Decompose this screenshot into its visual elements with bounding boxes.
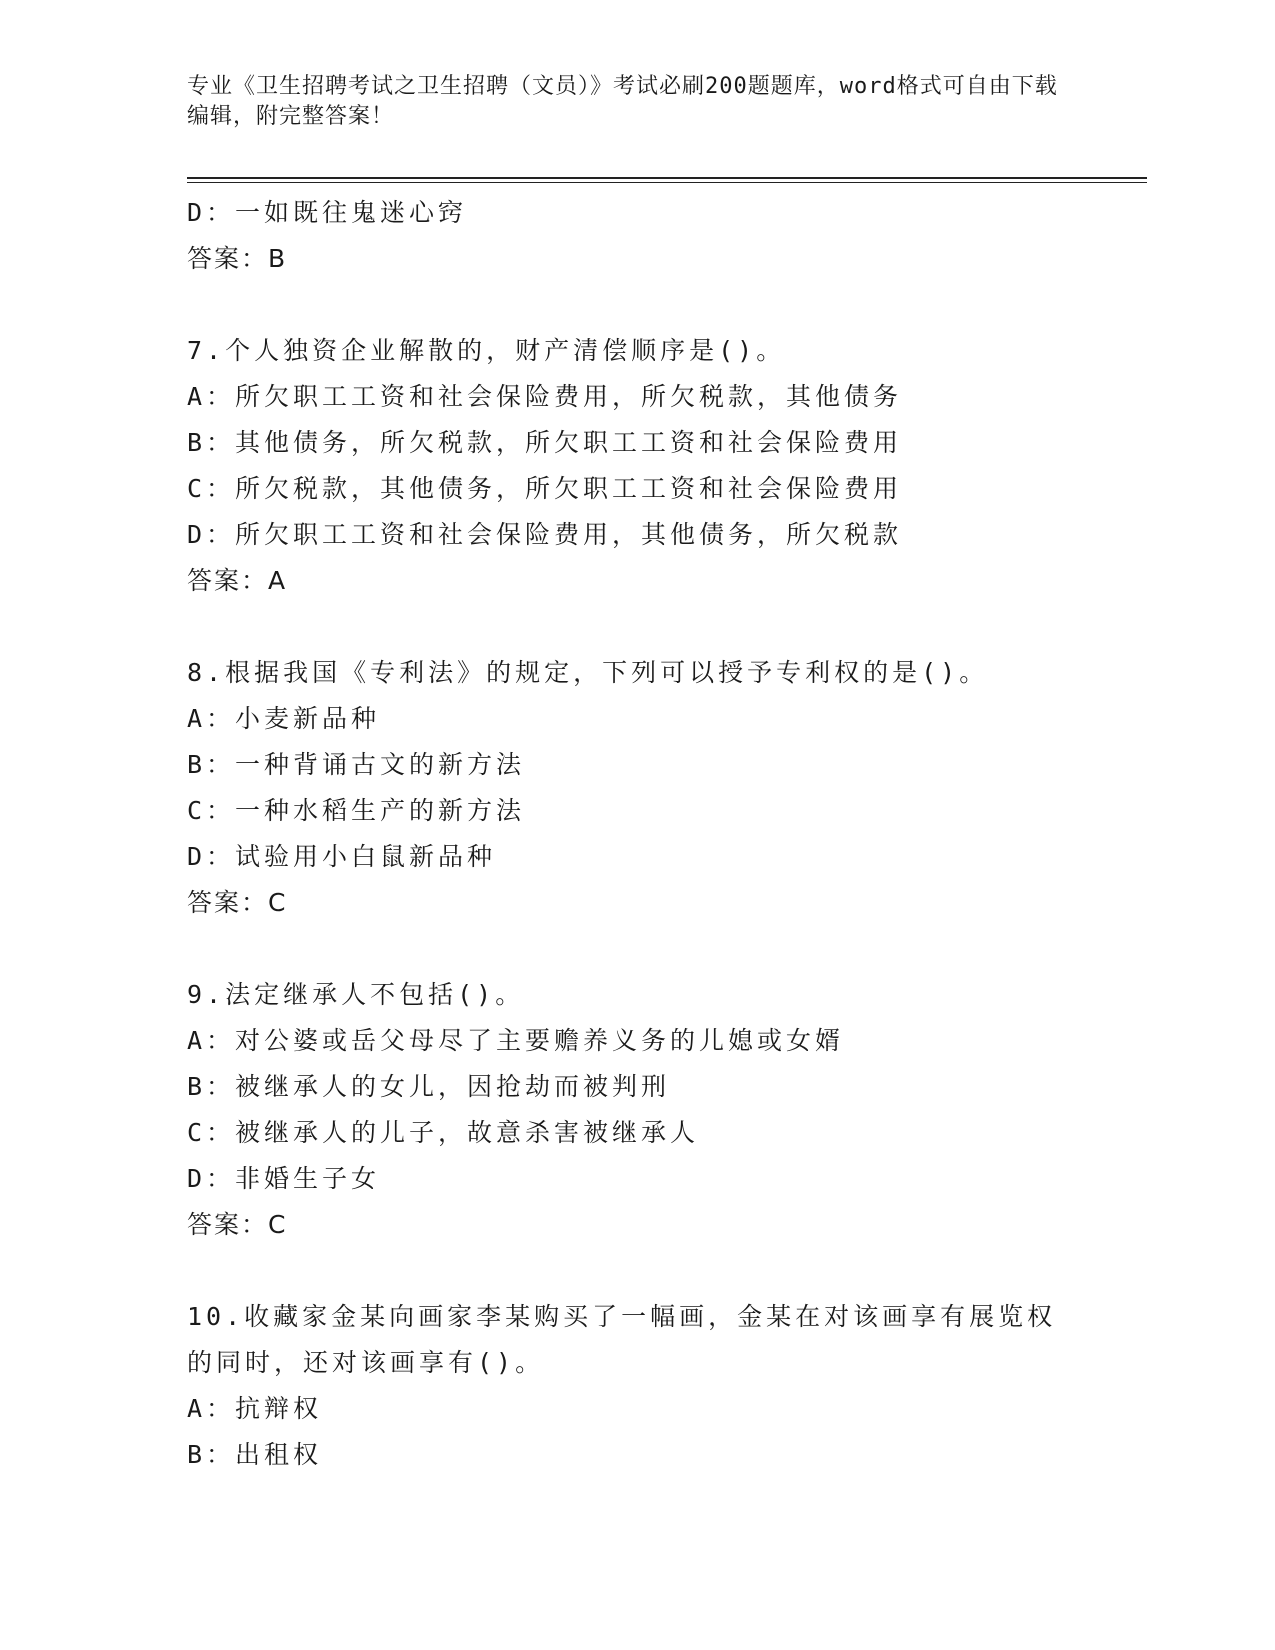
option-b: B：出租权 <box>187 1440 323 1469</box>
option-a: A：小麦新品种 <box>187 704 381 733</box>
option-a: A：对公婆或岳父母尽了主要赡养义务的儿媳或女婿 <box>187 1026 845 1055</box>
header-divider <box>187 177 1147 183</box>
answer-line: 答案：C <box>187 1210 288 1239</box>
question-10 <box>187 1294 1087 1478</box>
question-7 <box>187 328 1087 604</box>
option-a: A：所欠职工工资和社会保险费用，所欠税款，其他债务 <box>187 382 903 411</box>
option-d: D：一如既往鬼迷心窍 <box>187 198 468 227</box>
option-c: C：一种水稻生产的新方法 <box>187 796 526 825</box>
question-stem: 8.根据我国《专利法》的规定，下列可以授予专利权的是()。 <box>187 658 989 687</box>
option-d: D：所欠职工工资和社会保险费用，其他债务，所欠税款 <box>187 520 903 549</box>
option-b: B：一种背诵古文的新方法 <box>187 750 526 779</box>
option-c: C：被继承人的儿子，故意杀害被继承人 <box>187 1118 700 1147</box>
document-header-title: 专业《卫生招聘考试之卫生招聘（文员）》考试必刷200题题库，word格式可自由下载编辑，附完整答案！ <box>187 74 1058 129</box>
option-d: D：非婚生子女 <box>187 1164 381 1193</box>
question-stem: 9.法定继承人不包括()。 <box>187 980 525 1009</box>
carryover-question <box>187 190 1087 282</box>
answer-line: 答案：B <box>187 244 288 273</box>
question-stem: 7.个人独资企业解散的，财产清偿顺序是()。 <box>187 336 786 365</box>
question-9 <box>187 972 1087 1248</box>
answer-line: 答案：C <box>187 888 288 917</box>
question-stem: 10.收藏家金某向画家李某购买了一幅画，金某在对该画享有展览权的同时，还对该画享有()。 <box>187 1302 1057 1377</box>
document-body <box>187 190 1087 1478</box>
answer-line: 答案：A <box>187 566 288 595</box>
option-b: B：其他债务，所欠税款，所欠职工工资和社会保险费用 <box>187 428 903 457</box>
option-c: C：所欠税款，其他债务，所欠职工工资和社会保险费用 <box>187 474 903 503</box>
option-d: D：试验用小白鼠新品种 <box>187 842 497 871</box>
option-b: B：被继承人的女儿，因抢劫而被判刑 <box>187 1072 671 1101</box>
question-8 <box>187 650 1087 926</box>
option-a: A：抗辩权 <box>187 1394 323 1423</box>
